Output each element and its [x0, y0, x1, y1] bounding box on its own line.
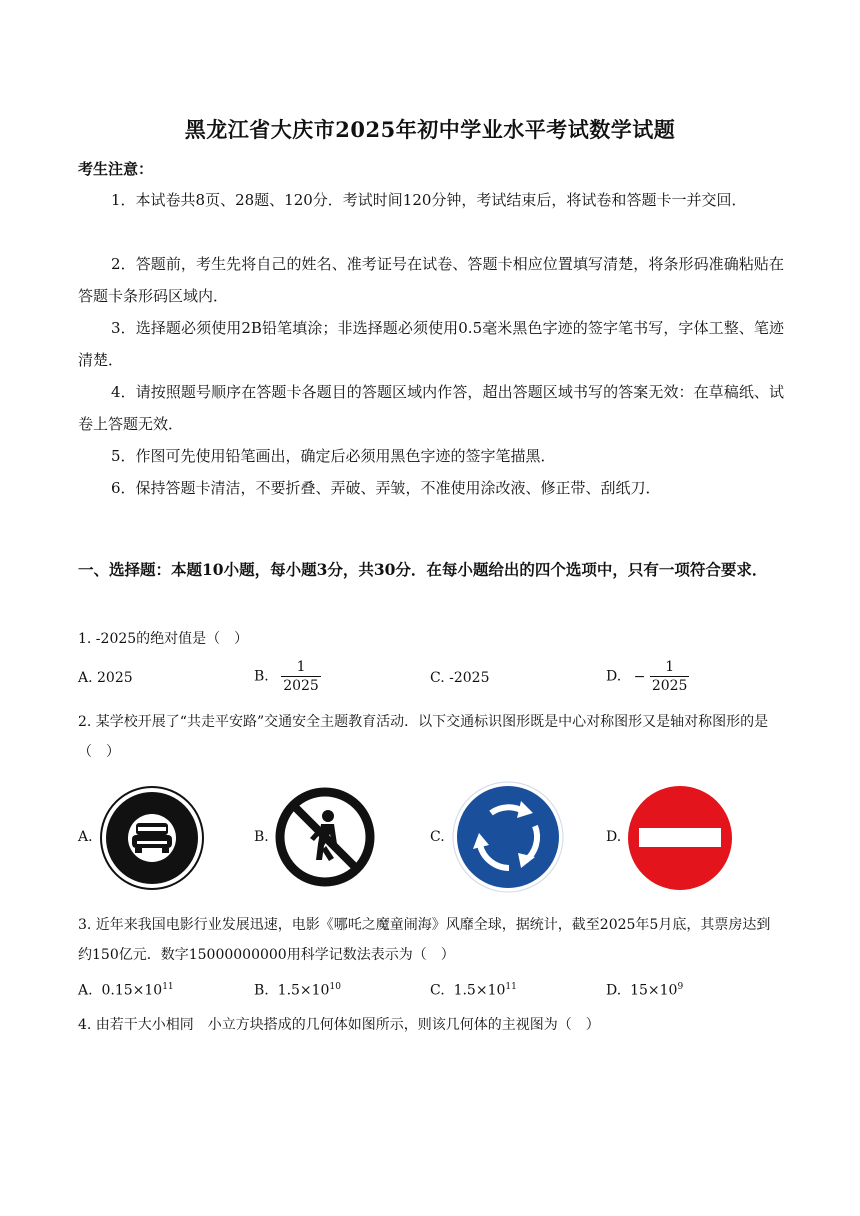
question-4-stem: 4. 由若干大小相同 小立方块搭成的几何体如图所示，则该几何体的主视图为（ ）: [78, 1017, 600, 1033]
q1-option-d: D. − $\frac{1}{2025}$: [606, 659, 688, 694]
no-pedestrian-icon: [274, 786, 376, 888]
notice-heading: 考生注意：: [78, 160, 154, 178]
car-icon: [99, 785, 205, 891]
q2-option-b-label: B.: [254, 829, 269, 845]
q2-option-c-label: C.: [430, 829, 445, 845]
notice-item: 4．请按照题号顺序在答题卡各题目的答题区域内作答，超出答题区域书写的答案无效：在草稿纸、试卷上答题无效．: [78, 383, 784, 433]
notice-item: 6．保持答题卡清洁，不要折叠、弄破、弄皱，不准使用涂改液、修正带、刮纸刀．: [111, 479, 661, 497]
q3-option-d: D. $15\times 10^9$: [606, 982, 684, 999]
document-title: 黑龙江省大庆市2025年初中学业水平考试数学试题: [184, 117, 676, 142]
fraction: $\frac{1}{2025}$: [283, 659, 319, 694]
question-1-stem: 1. -2025的绝对值是（ ）: [78, 631, 249, 647]
q2-option-a-label: A.: [78, 829, 93, 845]
q3-option-a: A. $0.15\times 10^{11}$: [78, 982, 174, 999]
q1-option-a: A. 2025: [78, 670, 133, 686]
notice-item: 5．作图可先使用铅笔画出，确定后必须用黑色字迹的签字笔描黑．: [111, 447, 556, 465]
q1-option-b: B. $\frac{1}{2025}$: [254, 659, 319, 694]
notice-item: 1．本试卷共8页、28题、120分．考试时间120分钟，考试结束后，将试卷和答题卡一并交回．: [111, 191, 747, 209]
notice-item: 3．选择题必须使用2B铅笔填涂；非选择题必须使用0.5毫米黑色字迹的签字笔书写，字体工整、笔迹清楚．: [78, 319, 784, 369]
section-heading: 一、选择题：本题10小题，每小题3分，共30分．在每小题给出的四个选项中，只有一项符合要求．: [78, 560, 768, 579]
q3-option-c: C. $1.5\times 10^{11}$: [430, 982, 517, 999]
q3-option-b: B. $1.5\times 10^{10}$: [254, 982, 341, 999]
q2-option-d-label: D.: [606, 829, 622, 845]
no-entry-icon: [627, 785, 733, 891]
question-2-stem: 2. 某学校开展了“共走平安路”交通安全主题教育活动．以下交通标识图形既是中心对称图形又是轴对称图形的是（ ）: [78, 714, 769, 760]
roundabout-icon: [451, 781, 565, 893]
question-3-stem: 3. 近年来我国电影行业发展迅速，电影《哪吒之魔童闹海》风靡全球，据统计，截至2025年5月底，其票房达到约150亿元．数字15000000000用科学记数法表示为（ ）: [78, 917, 771, 963]
q1-option-c: C. -2025: [430, 670, 490, 686]
notice-item: 2．答题前，考生先将自己的姓名、准考证号在试卷、答题卡相应位置填写清楚，将条形码准确粘贴在答题卡条形码区域内．: [78, 255, 784, 305]
fraction: $\frac{1}{2025}$: [651, 659, 688, 694]
